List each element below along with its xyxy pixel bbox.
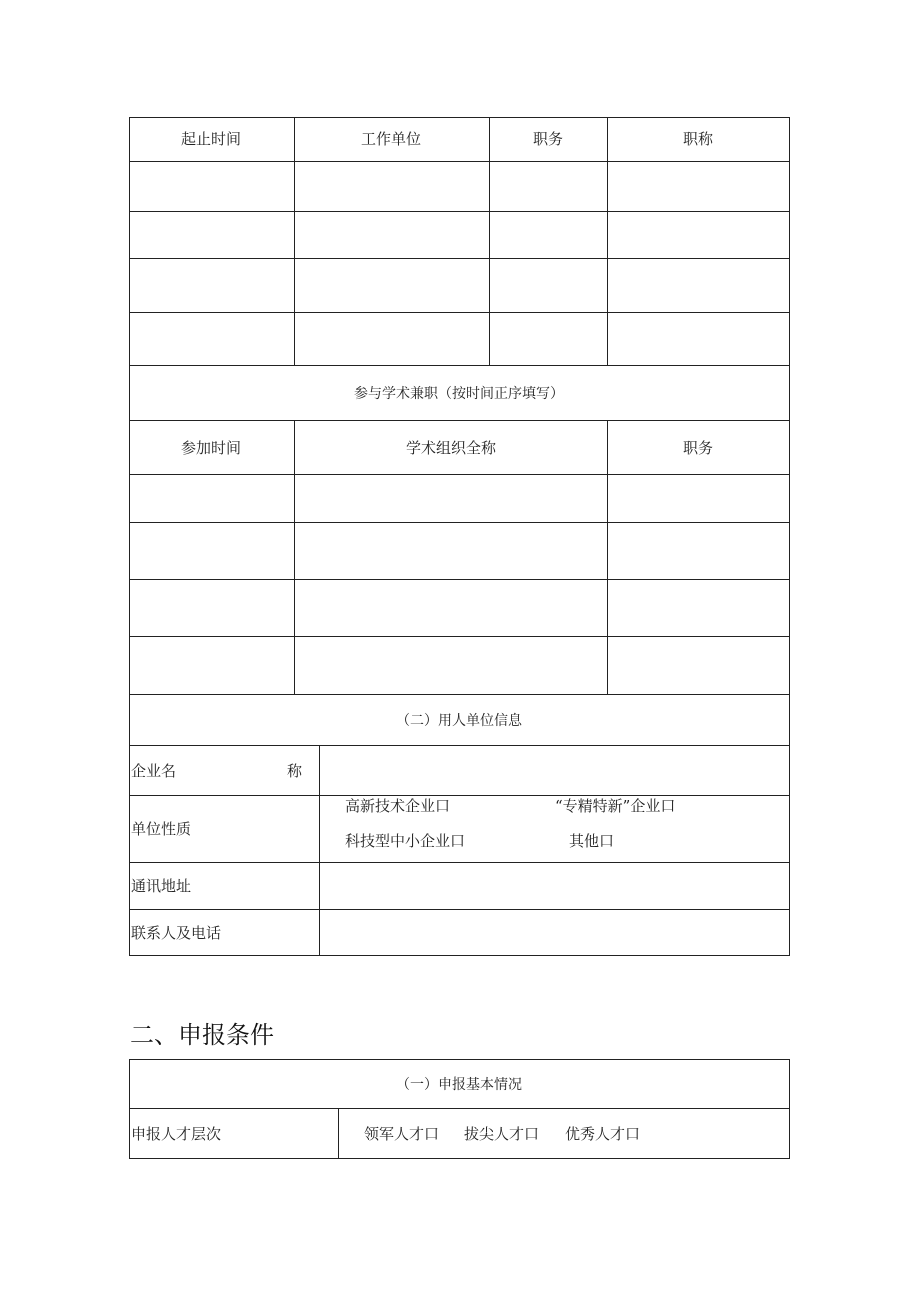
nature-option-tech-sme[interactable]: 科技型中小企业口 (345, 832, 466, 850)
table-line (789, 1059, 790, 1159)
unit-nature-label: 单位性质 (131, 820, 192, 838)
table-line (129, 365, 790, 366)
table-line (129, 1158, 790, 1159)
table-line (129, 522, 790, 523)
work-header-title: 职称 (682, 130, 714, 148)
table-line (129, 862, 790, 863)
table-line (129, 420, 790, 421)
nature-option-other[interactable]: 其他口 (569, 832, 615, 850)
section-heading: 二、申报条件 (130, 1021, 274, 1049)
table-line (129, 909, 790, 910)
table-line (129, 312, 790, 313)
table-line (319, 745, 320, 955)
table-line (129, 211, 790, 212)
table-line (129, 579, 790, 580)
company-name-label-end: 称 (287, 762, 303, 780)
basic-info-title: （一）申报基本情况 (396, 1077, 522, 1093)
nature-option-high-tech[interactable]: 高新技术企业口 (345, 797, 451, 815)
nature-option-specialized[interactable]: “专精特新”企业口 (555, 797, 676, 815)
academic-header-date: 参加时间 (180, 439, 242, 457)
table-line (789, 117, 790, 956)
table-line (607, 117, 608, 365)
table-line (129, 694, 790, 695)
table-line (129, 1059, 790, 1060)
work-header-period: 起止时间 (180, 130, 242, 148)
table-line (129, 955, 790, 956)
work-header-position: 职务 (532, 130, 564, 148)
company-name-label: 企业名 (131, 762, 177, 780)
employer-section-title: （二）用人单位信息 (396, 713, 522, 729)
academic-section-title: 参与学术兼职（按时间正序填写） (354, 386, 564, 402)
table-line (129, 474, 790, 475)
academic-header-organization: 学术组织全称 (405, 439, 497, 457)
level-option-leading[interactable]: 领军人才口 (364, 1125, 440, 1143)
level-option-top[interactable]: 拔尖人才口 (464, 1125, 540, 1143)
table-line (129, 161, 790, 162)
talent-level-label: 申报人才层次 (131, 1125, 222, 1143)
table-line (129, 1059, 130, 1159)
address-label: 通讯地址 (131, 877, 192, 895)
academic-header-position: 职务 (682, 439, 714, 457)
table-line (129, 117, 790, 118)
table-line (129, 1108, 790, 1109)
table-line (129, 117, 130, 956)
table-line (294, 117, 295, 365)
table-line (129, 258, 790, 259)
contact-phone-label: 联系人及电话 (131, 924, 222, 942)
table-line (294, 420, 295, 694)
work-header-employer: 工作单位 (360, 130, 422, 148)
table-line (129, 636, 790, 637)
level-option-excellent[interactable]: 优秀人才口 (565, 1125, 641, 1143)
table-line (338, 1108, 339, 1159)
table-line (129, 795, 790, 796)
table-line (607, 420, 608, 694)
table-line (129, 745, 790, 746)
table-line (489, 117, 490, 365)
